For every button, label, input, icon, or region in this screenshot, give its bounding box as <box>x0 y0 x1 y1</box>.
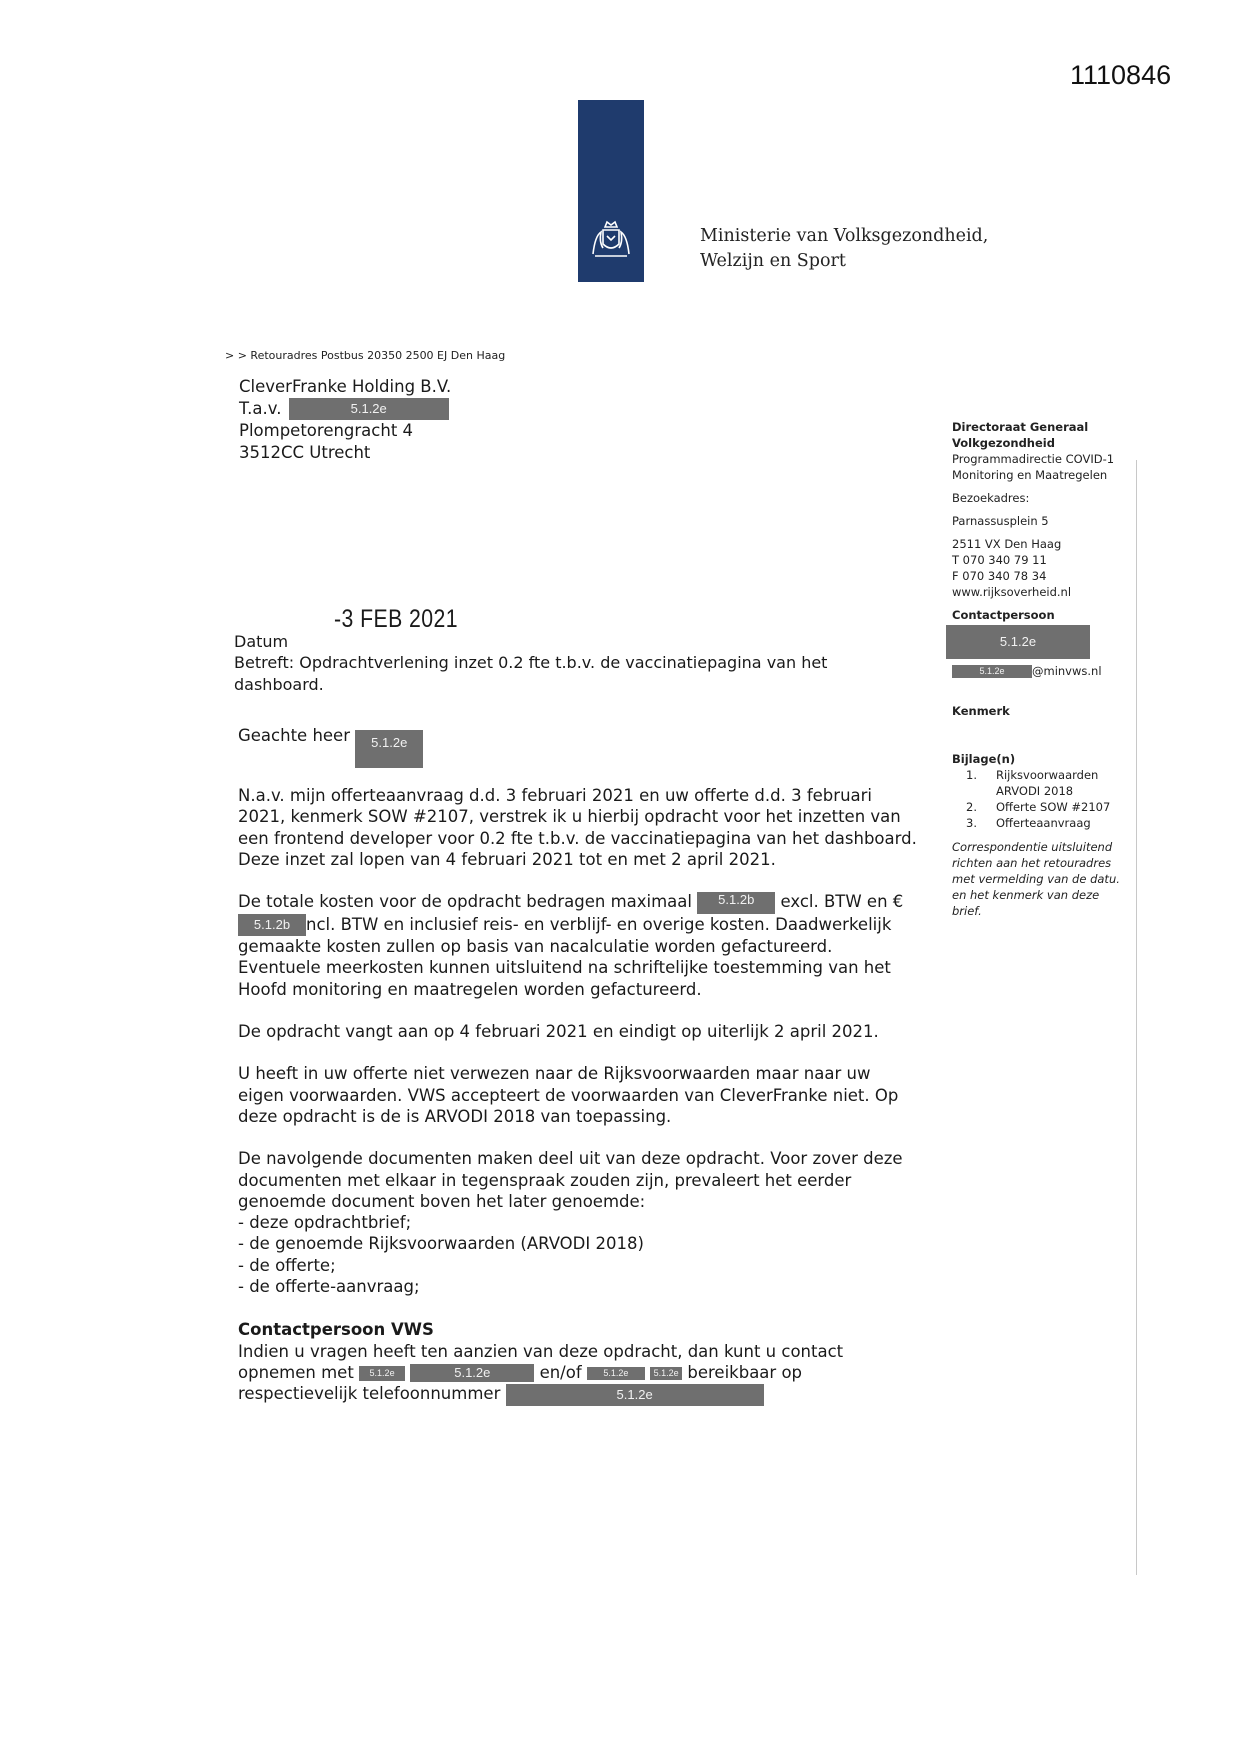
redaction-block: 5.1.2e <box>410 1364 534 1382</box>
sidebar-bijlage-label: Bijlage(n) <box>952 752 1016 766</box>
redaction-block: 5.1.2e <box>650 1367 682 1380</box>
list-item: - de genoemde Rijksvoorwaarden (ARVODI 2018) <box>238 1234 644 1254</box>
sidebar-contact-label: Contactpersoon <box>952 608 1055 622</box>
paragraph-3: De opdracht vangt aan op 4 februari 2021 en eindigt op uiterlijk 2 april 2021. <box>238 1022 879 1042</box>
redaction-block: 5.1.2e <box>587 1367 645 1380</box>
sidebar-program2: Monitoring en Maatregelen <box>952 468 1108 482</box>
contact-paragraph: Indien u vragen heeft ten aanzien van deze opdracht, dan kunt u contact opnemen met 5.1.2e 5.1.2e en/of 5.1.2e 5.1.2e bereikbaar op respectievelijk telefoonnummer 5.1.2e <box>238 1341 918 1406</box>
coat-of-arms-icon <box>585 214 637 266</box>
paragraph-4: U heeft in uw offerte niet verwezen naar de Rijksvoorwaarden maar naar uw eigen voorwaarden. VWS accepteert de voorwaarden van CleverFranke niet. Op deze opdracht is de is ARVODI 2018 van toepassing. <box>238 1064 899 1126</box>
sidebar-visit-city: 2511 VX Den Haag <box>952 537 1062 551</box>
sidebar <box>952 419 1127 919</box>
recipient-attention <box>239 398 451 421</box>
bijlage-item: 3. Offerteaanvraag <box>966 816 1091 830</box>
salutation <box>238 726 423 768</box>
redaction-block: 5.1.2b <box>238 914 306 936</box>
salutation-text: Geachte heer <box>238 726 350 745</box>
bijlage-item: 2. Offerte SOW #2107 <box>966 800 1111 814</box>
letter-body <box>238 785 918 1406</box>
recipient-street: Plompetorengracht 4 <box>239 421 414 440</box>
sidebar-program1: Programmadirectie COVID-1 <box>952 452 1115 466</box>
subject-line: Betreft: Opdrachtverlening inzet 0.2 fte t.b.v. de vaccinatiepagina van het dashboard. <box>234 653 828 694</box>
sidebar-kenmerk-label: Kenmerk <box>952 704 1010 718</box>
paragraph-5: De navolgende documenten maken deel uit van deze opdracht. Voor zover deze documenten met elkaar in tegenspraak zouden zijn, prevaleert het eerder genoemde document boven het later genoemde: <box>238 1149 903 1211</box>
bijlage-list <box>952 767 1127 831</box>
recipient-address <box>239 376 451 463</box>
margin-line <box>1136 460 1137 1575</box>
redaction-block: 5.1.2e <box>289 398 449 420</box>
contact-heading: Contactpersoon VWS <box>238 1320 434 1340</box>
sidebar-web: www.rijksoverheid.nl <box>952 585 1072 599</box>
sidebar-phone: T 070 340 79 11 <box>952 553 1047 567</box>
paragraph-2: De totale kosten voor de opdracht bedragen maximaal 5.1.2b excl. BTW en € 5.1.2b ncl. BTW en inclusief reis- en verblijf- en overige kosten. Daadwerkelijk gemaakte kosten zullen op basis van nacalculatie worden gefactureerd. Eventuele meerkosten kunnen uitsluitend na schriftelijke toestemming van het Hoofd monitoring en maatregelen worden gefactureerd. <box>238 891 904 999</box>
recipient-company: CleverFranke Holding B.V. <box>239 377 452 396</box>
redaction-block: 5.1.2e <box>355 730 423 768</box>
redaction-block: 5.1.2e <box>506 1384 764 1406</box>
date-stamp: -3 FEB 2021 <box>334 605 458 633</box>
sidebar-dept1: Directoraat Generaal <box>952 420 1089 434</box>
return-address: > > Retouradres Postbus 20350 2500 EJ Den Haag <box>225 349 506 362</box>
paragraph-1: N.a.v. mijn offerteaanvraag d.d. 3 februari 2021 en uw offerte d.d. 3 februari 2021, kenmerk SOW #2107, verstrek ik u hierbij opdracht voor het inzetten van een frontend developer voor 0.2 fte t.b.v. de vaccinatiepagina van het dashboard. Deze inzet zal lopen van 4 februari 2021 tot en met 2 april 2021. <box>238 786 917 869</box>
recipient-city: 3512CC Utrecht <box>239 442 371 462</box>
ministry-name <box>700 224 988 274</box>
sidebar-dept2: Volkgezondheid <box>952 436 1055 450</box>
document-list <box>238 1212 918 1297</box>
sidebar-note: Correspondentie uitsluitend richten aan het retouradres met vermelding van de datu. en het kenmerk van deze brief. <box>952 840 1120 918</box>
sidebar-fax: F 070 340 78 34 <box>952 569 1047 583</box>
sidebar-email-suffix: @minvws.nl <box>1032 664 1102 678</box>
list-item: - de offerte-aanvraag; <box>238 1277 420 1297</box>
redaction-block: 5.1.2e <box>952 665 1032 678</box>
sidebar-visit-street: Parnassusplein 5 <box>952 514 1049 528</box>
ministry-name-line2: Welzijn en Sport <box>700 251 846 271</box>
ministry-logo <box>578 100 644 282</box>
redaction-block: 5.1.2e <box>946 625 1090 659</box>
ministry-name-line1: Ministerie van Volksgezondheid, <box>700 226 989 246</box>
datum-label: Datum <box>234 632 289 651</box>
list-item: - de offerte; <box>238 1255 336 1275</box>
tav-label: T.a.v. <box>239 398 282 418</box>
list-item: - deze opdrachtbrief; <box>238 1213 412 1233</box>
redaction-block: 5.1.2e <box>359 1366 405 1381</box>
document-number: 1110846 <box>1070 60 1172 90</box>
bijlage-item: 1. Rijksvoorwaarden ARVODI 2018 <box>966 768 1099 798</box>
sidebar-visit-label: Bezoekadres: <box>952 491 1030 505</box>
redaction-block: 5.1.2b <box>697 892 775 914</box>
